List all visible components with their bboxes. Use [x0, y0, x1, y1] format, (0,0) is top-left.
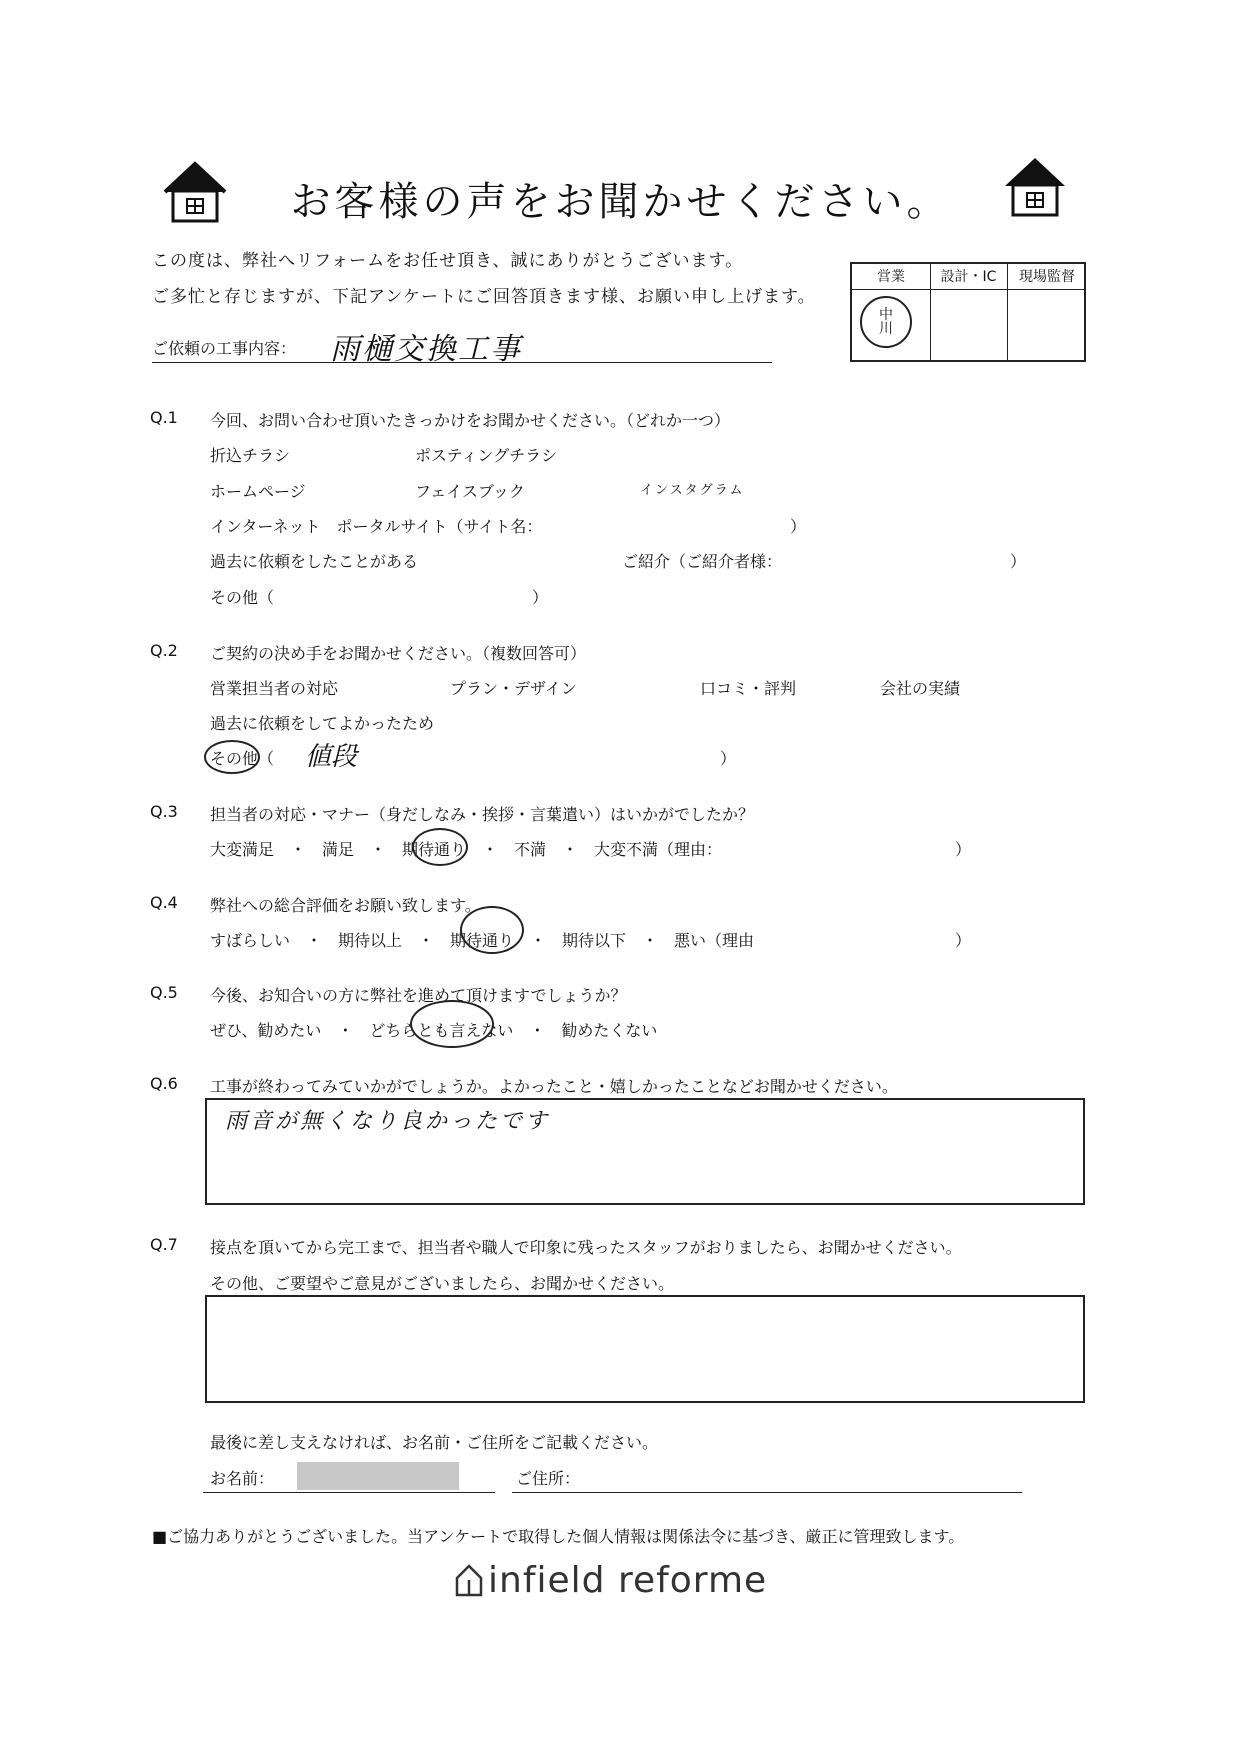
q3-options: 大変満足 ・ 満足 ・ 期待通り ・ 不満 ・ 大変不満（理由： [210, 840, 723, 859]
q5-number: Q.5 [150, 983, 178, 1002]
q2-option: 過去に依頼をしてよかったため [210, 714, 435, 733]
q5-selection-circle [410, 1000, 494, 1048]
q5-text: 今後、お知合いの方に弊社を進めて頂けますでしょうか？ [210, 986, 627, 1005]
q1-option: その他（ [210, 588, 275, 607]
q6-answer: 雨音が無くなり良かったです [225, 1109, 551, 1134]
q2-option-close: ） [720, 749, 737, 768]
stamp-header-design: 設計・IC [940, 269, 997, 285]
work-label: ご依頼の工事内容： [152, 339, 297, 358]
q3-number: Q.3 [150, 802, 178, 821]
q7-answer-box [205, 1295, 1085, 1403]
stamp-header-sales: 営業 [877, 269, 905, 285]
q1-option-close: ） [1010, 552, 1027, 571]
q1-option: インスタグラム [640, 483, 745, 498]
logo: infield reforme [488, 1560, 768, 1601]
closing-text: 最後に差し支えなければ、お名前・ご住所をご記載ください。 [210, 1433, 659, 1452]
q2-option: 会社の実績 [880, 679, 961, 698]
q6-number: Q.6 [150, 1074, 178, 1093]
q2-option: 口コミ・評判 [700, 679, 797, 698]
q5-options: ぜひ、勧めたい ・ どちらとも言えない ・ 勧めたくない [210, 1021, 658, 1040]
q7-number: Q.7 [150, 1235, 178, 1254]
q1-option: ホームページ [210, 482, 306, 501]
q2-option: プラン・デザイン [450, 679, 577, 698]
q1-option-close: ） [532, 588, 549, 607]
page-title: お客様の声をお聞かせください。 [290, 179, 951, 225]
q3-close: ） [955, 840, 972, 859]
q6-text: 工事が終わってみていかがでしょうか。よかったこと・嬉しかったことなどお聞かせください。 [210, 1077, 898, 1096]
q3-text: 担当者の対応・マナー（身だしなみ・挨拶・言葉遣い）はいかがでしたか？ [210, 805, 755, 824]
work-value: 雨樋交換工事 [330, 332, 522, 367]
q2-text: ご契約の決め手をお聞かせください。（複数回答可） [210, 644, 587, 663]
q7-text-1: 接点を頂いてから完工まで、担当者や職人で印象に残ったスタッフがおりましたら、お聞かせください。 [210, 1238, 962, 1257]
stamp-table [850, 262, 1086, 362]
intro-line-1: この度は、弊社へリフォームをお任せ頂き、誠にありがとうございます。 [152, 251, 744, 271]
name-redacted [297, 1462, 459, 1490]
intro-line-2: ご多忙と存じますが、下記アンケートにご回答頂きます様、お願い申し上げます。 [152, 287, 816, 307]
sales-stamp [860, 296, 912, 348]
q2-option: 営業担当者の対応 [210, 679, 339, 698]
q2-other-answer: 値段 [305, 742, 358, 772]
q1-option: 過去に依頼をしたことがある [210, 552, 419, 571]
q3-selection-circle [412, 828, 468, 866]
q1-option: インターネット ポータルサイト（サイト名： [210, 517, 543, 536]
q7-text-2: その他、ご要望やご意見がございましたら、お聞かせください。 [210, 1274, 675, 1293]
q1-option: 折込チラシ [210, 446, 291, 465]
q2-number: Q.2 [150, 641, 178, 660]
q1-option: フェイスブック [415, 482, 525, 501]
name-label: お名前： [210, 1469, 275, 1488]
work-underline [152, 362, 772, 363]
stamp-header-site: 現場監督 [1019, 269, 1075, 285]
address-label: ご住所： [516, 1469, 581, 1488]
q1-text: 今回、お問い合わせ頂いたきっかけをお聞かせください。（どれか一つ） [210, 411, 731, 430]
q4-close: ） [955, 931, 972, 950]
name-underline [203, 1492, 495, 1493]
q1-option-close: ） [790, 517, 807, 536]
q1-number: Q.1 [150, 408, 178, 427]
q2-selection-circle [204, 740, 260, 774]
q1-option: ご紹介（ご紹介者様： [622, 552, 783, 571]
q4-number: Q.4 [150, 893, 178, 912]
q4-text: 弊社への総合評価をお願い致します。 [210, 896, 481, 915]
q1-option: ポスティングチラシ [415, 446, 558, 465]
q4-selection-circle [460, 906, 524, 954]
q4-options: すばらしい ・ 期待以上 ・ 期待通り ・ 期待以下 ・ 悪い（理由 [210, 931, 755, 950]
sales-stamp-text: 中川 [879, 307, 893, 337]
privacy-note: ■ご協力ありがとうございました。当アンケートで取得した個人情報は関係法令に基づき、厳正に管理致します。 [152, 1527, 965, 1546]
address-underline [512, 1492, 1022, 1493]
house-icon [1000, 152, 1070, 222]
q2-option: その他（ [210, 749, 275, 768]
logo-house-icon [454, 1562, 484, 1598]
